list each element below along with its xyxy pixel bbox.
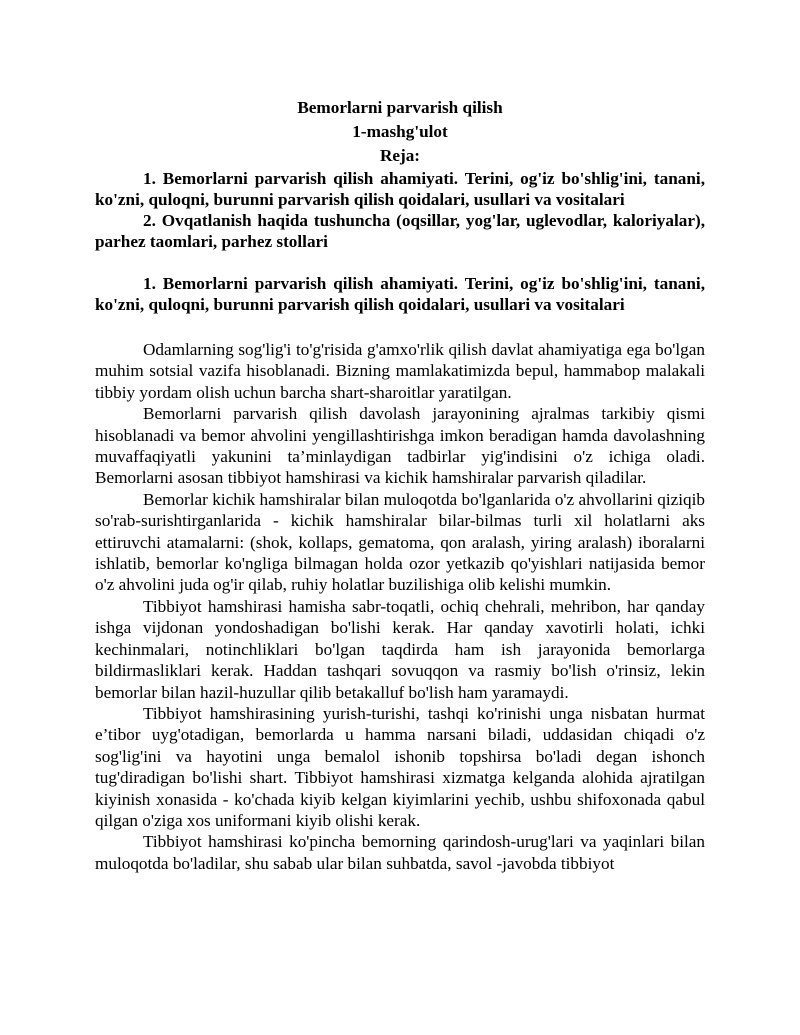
blank-line xyxy=(95,252,705,273)
body-paragraph-1: Odamlarning sog'lig'i to'g'risida g'amxo'rlik qilish davlat ahamiyatiga ega bo'lgan muhim sotsial vazifa hisoblanadi. Bizning mamlakatimizda bepul, hammabop malakali tibbiy yordam olish uchun barcha shart-sharoitlar yaratilgan. xyxy=(95,340,705,402)
body-paragraph-2: Bemorlarni parvarish qilish davolash jarayonining ajralmas tarkibiy qismi hisoblanadi va bemor ahvolini yengillashtirishga imkon beradigan hamda davolashning muvaffaqiyatli yakunini ta’minlaydigan tadbirlar yig'indisini o'z ichiga oladi. Bemorlarni asosan tibbiyot hamshirasi va kichik hamshiralar parvarish qiladilar. xyxy=(95,404,705,488)
document-title: Bemorlarni parvarish qilish xyxy=(297,98,503,117)
body-paragraph-6: Tibbiyot hamshirasi ko'pincha bemorning qarindosh-urug'lari va yaqinlari bilan muloqotda bo'ladilar, shu sabab ular bilan suhbatda, savol -javobda tibbiyot xyxy=(95,832,705,873)
plan-label: Reja: xyxy=(379,146,421,165)
plan-item-2: 2. Ovqatlanish haqida tushuncha (oqsillar, yog'lar, uglevodlar, kaloriyalar), parhez taomlari, parhez stollari xyxy=(95,211,705,251)
body-paragraph-4: Tibbiyot hamshirasi hamisha sabr-toqatli, ochiq chehrali, mehribon, har qanday ishga vijdonan yondoshadigan bo'lishi kerak. Har qanday xavotirli holati, ichki kechinmalari, notinchliklari bo'lgan taqdirda ham ish jarayonida bemorlarga bildirmasliklari kerak. Haddan tashqari sovuqqon va rasmiy bo'lish o'rinsiz, lekin bemorlar bilan hazil-huzullar qilib betakalluf bo'lish ham yaramaydi. xyxy=(95,596,705,702)
section-heading: 1. Bemorlarni parvarish qilish ahamiyati. Terini, og'iz bo'shlig'ini, tanani, ko'zni, quloqni, burunni parvarish qilish qoidalari, usullari va vositalari xyxy=(95,274,705,314)
body-paragraph-5: Tibbiyot hamshirasining yurish-turishi, tashqi ko'rinishi unga nisbatan hurmat e’tibor uyg'otadigan, bemorlarda u hamma narsani biladi, uddasidan chiqadi o'z sog'lig'ini va hayotini unga bemalol ishonib topshirsa bo'ladi degan ishonch tug'diradigan bo'lishi shart. Tibbiyot hamshirasi xizmatga kelganda alohida ajratilgan kiyinish xonasida - ko'chada kiyib kelgan kiyimlarini yechib, ushbu shifoxonada qabul qilgan o'ziga xos uniformani kiyib olishi kerak. xyxy=(95,703,705,830)
lesson-number: 1-mashg'ulot xyxy=(352,122,448,141)
blank-line xyxy=(95,315,705,339)
body-paragraph-3: Bemorlar kichik hamshiralar bilan muloqotda bo'lganlarida o'z ahvollarini qiziqib so'rab-surishtirganlarida - kichik hamshiralar bilar-bilmas turli xil holatlarni aks ettiruvchi atamalarni: (shok, kollaps, gematoma, qon aralash, yiring aralash) iboralarni ishlatib, bemorlar ko'ngliga bilmagan holda ozor yetkazib qo'yishlari natijasida bemor o'z ahvolini juda og'ir qilab, ruhiy holatlar buzilishiga olib kelishi mumkin. xyxy=(95,489,705,595)
plan-item-1: 1. Bemorlarni parvarish qilish ahamiyati. Terini, og'iz bo'shlig'ini, tanani, ko'zni, quloqni, burunni parvarish qilish qoidalari, usullari va vositalari xyxy=(95,169,705,209)
